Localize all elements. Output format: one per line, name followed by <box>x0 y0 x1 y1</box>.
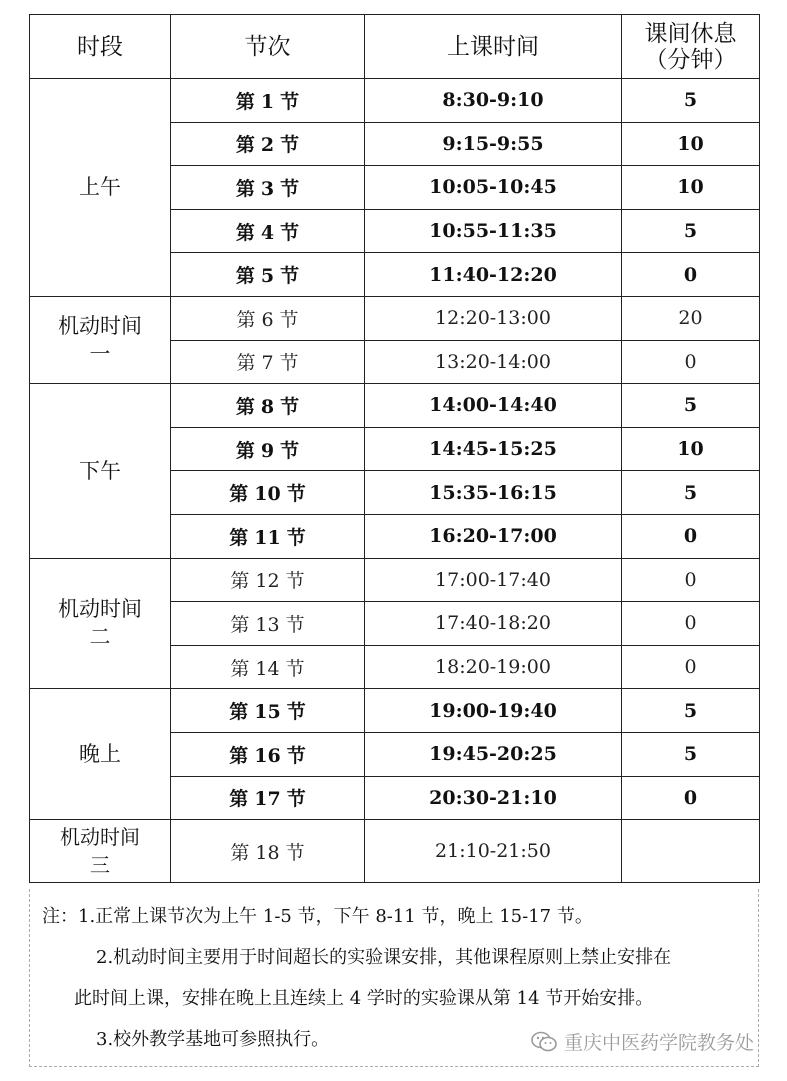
break-minutes-cell: 0 <box>622 645 760 689</box>
lesson-prefix: 第 <box>229 788 249 811</box>
break-minutes-cell: 0 <box>622 340 760 384</box>
lesson-cell <box>171 820 365 883</box>
lesson-suffix: 节 <box>280 134 300 157</box>
lesson-cell <box>171 427 365 471</box>
lesson-suffix: 节 <box>280 395 300 418</box>
note-line-1: 注：1.正常上课节次为上午 1-5 节，下午 8-11 节，晚上 15-17 节。 <box>42 906 593 927</box>
lesson-number: 2 <box>260 134 275 157</box>
lesson-cell <box>171 296 365 340</box>
header-lesson: 节次 <box>171 15 365 79</box>
period-cell: 机动时间 二 <box>30 558 171 689</box>
table-body <box>30 79 760 883</box>
lesson-cell <box>171 471 365 515</box>
lesson-prefix: 第 <box>235 395 255 418</box>
header-period: 时段 <box>30 15 171 79</box>
class-time-cell: 10:55-11:35 <box>365 209 622 253</box>
lesson-cell <box>171 776 365 820</box>
lesson-suffix: 节 <box>286 526 306 549</box>
lesson-prefix: 第 <box>235 90 255 113</box>
class-time-cell: 10:05-10:45 <box>365 166 622 210</box>
break-minutes-cell: 0 <box>622 558 760 602</box>
lesson-cell <box>171 602 365 646</box>
class-time-cell: 21:10-21:50 <box>365 820 622 883</box>
lesson-cell <box>171 122 365 166</box>
lesson-cell <box>171 558 365 602</box>
lesson-prefix: 第 <box>235 265 255 288</box>
break-minutes-cell: 10 <box>622 166 760 210</box>
header-break <box>622 15 760 79</box>
lesson-prefix: 第 <box>229 701 249 724</box>
lesson-prefix: 第 <box>229 744 249 767</box>
lesson-prefix: 第 <box>229 483 249 506</box>
class-time-cell: 9:15-9:55 <box>365 122 622 166</box>
period-cell: 晚上 <box>30 689 171 820</box>
header-break-line2: （分钟） <box>644 46 737 73</box>
class-time-cell: 15:35-16:15 <box>365 471 622 515</box>
lesson-cell <box>171 340 365 384</box>
break-minutes-cell: 5 <box>622 79 760 123</box>
lesson-prefix: 第 <box>235 439 255 462</box>
break-minutes-cell: 10 <box>622 427 760 471</box>
break-minutes-cell: 5 <box>622 689 760 733</box>
period-cell: 机动时间 三 <box>30 820 171 883</box>
class-time-cell: 19:00-19:40 <box>365 689 622 733</box>
lesson-number: 4 <box>260 221 275 244</box>
class-time-cell: 16:20-17:00 <box>365 514 622 558</box>
lesson-number: 12 <box>255 570 280 593</box>
header-class-time: 上课时间 <box>365 15 622 79</box>
break-minutes-cell: 10 <box>622 122 760 166</box>
lesson-prefix: 第 <box>229 526 249 549</box>
wechat-logo-icon <box>530 1031 558 1053</box>
lesson-number: 3 <box>260 177 275 200</box>
lesson-number: 7 <box>261 352 274 375</box>
class-time-cell: 8:30-9:10 <box>365 79 622 123</box>
class-time-cell: 11:40-12:20 <box>365 253 622 297</box>
break-minutes-cell: 0 <box>622 253 760 297</box>
lesson-cell <box>171 253 365 297</box>
lesson-cell <box>171 645 365 689</box>
lesson-suffix: 节 <box>280 90 300 113</box>
lesson-suffix: 节 <box>279 352 299 375</box>
class-time-cell: 14:00-14:40 <box>365 384 622 428</box>
lesson-number: 1 <box>260 90 275 113</box>
break-minutes-cell: 5 <box>622 732 760 776</box>
period-cell: 下午 <box>30 384 171 558</box>
table-row <box>30 820 760 883</box>
table-row <box>30 558 760 602</box>
table-row <box>30 296 760 340</box>
lesson-prefix: 第 <box>235 177 255 200</box>
lesson-prefix: 第 <box>235 134 255 157</box>
header-break-line1: 课间休息 <box>644 20 737 47</box>
note-line-4: 3.校外教学基地可参照执行。 <box>96 1029 330 1050</box>
table-row <box>30 384 760 428</box>
lesson-suffix: 节 <box>285 613 305 636</box>
lesson-number: 6 <box>261 308 274 331</box>
lesson-prefix: 第 <box>230 841 250 864</box>
lesson-number: 17 <box>254 788 281 811</box>
break-minutes-cell: 5 <box>622 209 760 253</box>
lesson-suffix: 节 <box>286 744 306 767</box>
class-time-cell: 19:45-20:25 <box>365 732 622 776</box>
lesson-suffix: 节 <box>279 308 299 331</box>
break-minutes-cell <box>622 820 760 883</box>
lesson-cell <box>171 732 365 776</box>
watermark-text: 重庆中医药学院教务处 <box>564 1032 755 1054</box>
class-time-cell: 17:00-17:40 <box>365 558 622 602</box>
lesson-prefix: 第 <box>230 657 250 680</box>
break-minutes-cell: 5 <box>622 384 760 428</box>
lesson-number: 10 <box>254 483 281 506</box>
lesson-cell <box>171 209 365 253</box>
lesson-suffix: 节 <box>286 788 306 811</box>
lesson-prefix: 第 <box>230 570 250 593</box>
lesson-suffix: 节 <box>286 483 306 506</box>
schedule-sheet <box>29 14 759 883</box>
break-minutes-cell: 0 <box>622 602 760 646</box>
lesson-cell <box>171 79 365 123</box>
lesson-prefix: 第 <box>236 352 256 375</box>
period-cell: 机动时间 一 <box>30 296 171 383</box>
lesson-cell <box>171 384 365 428</box>
lesson-prefix: 第 <box>235 221 255 244</box>
lesson-suffix: 节 <box>280 265 300 288</box>
note-line-2: 2.机动时间主要用于时间超长的实验课安排，其他课程原则上禁止安排在 <box>96 947 672 968</box>
lesson-number: 9 <box>260 439 275 462</box>
class-time-cell: 12:20-13:00 <box>365 296 622 340</box>
lesson-number: 14 <box>255 657 280 680</box>
lesson-number: 8 <box>260 395 275 418</box>
lesson-number: 16 <box>254 744 281 767</box>
class-time-cell: 13:20-14:00 <box>365 340 622 384</box>
lesson-suffix: 节 <box>285 657 305 680</box>
break-minutes-cell: 0 <box>622 514 760 558</box>
lesson-cell <box>171 166 365 210</box>
lesson-number: 13 <box>255 613 280 636</box>
lesson-suffix: 节 <box>280 439 300 462</box>
watermark <box>530 1028 754 1055</box>
class-time-cell: 17:40-18:20 <box>365 602 622 646</box>
lesson-number: 11 <box>254 526 281 549</box>
lesson-number: 18 <box>255 841 280 864</box>
class-time-cell: 20:30-21:10 <box>365 776 622 820</box>
break-minutes-cell: 20 <box>622 296 760 340</box>
class-time-cell: 18:20-19:00 <box>365 645 622 689</box>
break-minutes-cell: 5 <box>622 471 760 515</box>
table-row <box>30 79 760 123</box>
lesson-number: 15 <box>254 701 281 724</box>
lesson-number: 5 <box>260 265 275 288</box>
period-cell: 上午 <box>30 79 171 297</box>
break-minutes-cell: 0 <box>622 776 760 820</box>
class-schedule-table <box>29 14 760 883</box>
lesson-suffix: 节 <box>285 841 305 864</box>
lesson-cell <box>171 514 365 558</box>
note-line-3: 此时间上课，安排在晚上且连续上 4 学时的实验课从第 14 节开始安排。 <box>74 988 654 1009</box>
lesson-suffix: 节 <box>285 570 305 593</box>
lesson-suffix: 节 <box>280 221 300 244</box>
lesson-suffix: 节 <box>280 177 300 200</box>
lesson-prefix: 第 <box>236 308 256 331</box>
lesson-suffix: 节 <box>286 701 306 724</box>
table-row <box>30 689 760 733</box>
class-time-cell: 14:45-15:25 <box>365 427 622 471</box>
table-header-row <box>30 15 760 79</box>
lesson-cell <box>171 689 365 733</box>
lesson-prefix: 第 <box>230 613 250 636</box>
